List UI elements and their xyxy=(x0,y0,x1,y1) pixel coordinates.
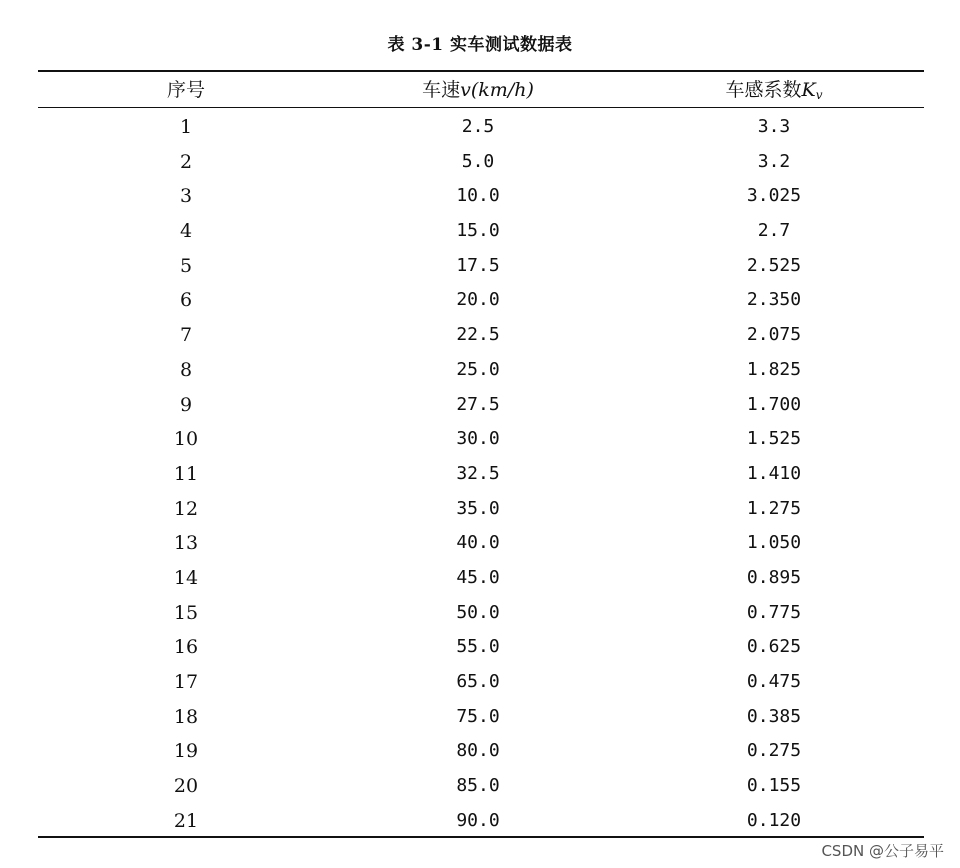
cell-coefficient: 1.525 xyxy=(746,428,802,450)
cell-coefficient: 2.075 xyxy=(746,324,802,346)
table-row xyxy=(38,283,924,318)
cell-index: 16 xyxy=(173,636,199,659)
cell-coefficient: 2.525 xyxy=(746,254,802,276)
cell-speed: 22.5 xyxy=(456,324,500,346)
cell-index: 20 xyxy=(173,775,199,798)
cell-coefficient: 3.2 xyxy=(757,150,791,172)
table-row xyxy=(38,734,924,769)
table-row xyxy=(38,353,924,388)
cell-speed: 80.0 xyxy=(456,740,500,762)
cell-index: 19 xyxy=(173,740,199,763)
table-row xyxy=(38,561,924,596)
cell-speed: 27.5 xyxy=(456,393,500,415)
cell-speed: 30.0 xyxy=(456,428,500,450)
cell-coefficient: 1.825 xyxy=(746,358,802,380)
cell-index: 12 xyxy=(173,497,199,520)
table-row xyxy=(38,422,924,457)
cell-coefficient: 3.025 xyxy=(746,185,802,207)
table-row xyxy=(38,526,924,561)
cell-coefficient: 0.120 xyxy=(746,809,802,831)
cell-index: 8 xyxy=(179,358,193,381)
header-coefficient xyxy=(674,74,874,106)
cell-index: 13 xyxy=(173,532,199,555)
cell-speed: 50.0 xyxy=(456,601,500,623)
table-row xyxy=(38,630,924,665)
table-title: 表 3-1 实车测试数据表 xyxy=(387,35,573,55)
cell-coefficient: 1.050 xyxy=(746,532,802,554)
header-speed-math: v(km/h) xyxy=(460,79,534,101)
table-row xyxy=(38,249,924,284)
cell-speed: 32.5 xyxy=(456,462,500,484)
table-row xyxy=(38,318,924,353)
table-row xyxy=(38,596,924,631)
cell-coefficient: 0.895 xyxy=(746,566,802,588)
header-coefficient-sub: v xyxy=(815,88,823,102)
watermark: CSDN @公子易平 xyxy=(821,842,944,860)
cell-coefficient: 0.775 xyxy=(746,601,802,623)
cell-coefficient: 1.410 xyxy=(746,462,802,484)
cell-index: 11 xyxy=(173,462,199,485)
header-coefficient-label: 车感系数 xyxy=(725,79,802,101)
cell-speed: 40.0 xyxy=(456,532,500,554)
cell-coefficient: 2.7 xyxy=(757,220,791,242)
cell-speed: 15.0 xyxy=(456,220,500,242)
table-header-rule xyxy=(38,107,924,108)
cell-index: 6 xyxy=(179,289,193,312)
table-row xyxy=(38,700,924,735)
cell-speed: 90.0 xyxy=(456,809,500,831)
table-body xyxy=(38,110,924,838)
table-row xyxy=(38,145,924,180)
cell-index: 21 xyxy=(173,809,199,832)
cell-speed: 20.0 xyxy=(456,289,500,311)
cell-coefficient: 0.625 xyxy=(746,636,802,658)
cell-speed: 75.0 xyxy=(456,705,500,727)
cell-coefficient: 2.350 xyxy=(746,289,802,311)
table-bottom-rule xyxy=(38,836,924,838)
cell-index: 3 xyxy=(179,185,193,208)
cell-index: 2 xyxy=(179,150,193,173)
cell-speed: 85.0 xyxy=(456,775,500,797)
table-row xyxy=(38,665,924,700)
header-speed xyxy=(378,74,578,106)
cell-coefficient: 1.275 xyxy=(746,497,802,519)
cell-speed: 35.0 xyxy=(456,497,500,519)
table-row xyxy=(38,769,924,804)
cell-speed: 45.0 xyxy=(456,566,500,588)
header-speed-label: 车速 xyxy=(422,79,461,101)
cell-speed: 17.5 xyxy=(456,254,500,276)
table-row xyxy=(38,214,924,249)
cell-coefficient: 0.475 xyxy=(746,671,802,692)
table-row xyxy=(38,804,924,839)
table-row xyxy=(38,388,924,423)
cell-speed: 10.0 xyxy=(456,185,500,207)
cell-coefficient: 0.275 xyxy=(746,740,802,762)
cell-index: 17 xyxy=(173,671,199,693)
cell-coefficient: 3.3 xyxy=(757,116,791,137)
cell-speed: 65.0 xyxy=(456,671,500,692)
cell-coefficient: 0.385 xyxy=(746,705,802,727)
cell-coefficient: 0.155 xyxy=(746,775,802,797)
table-row xyxy=(38,179,924,214)
cell-speed: 55.0 xyxy=(456,636,500,658)
header-coefficient-var: K xyxy=(801,79,816,101)
cell-index: 4 xyxy=(179,220,193,243)
cell-coefficient: 1.700 xyxy=(746,393,802,415)
table-row xyxy=(38,457,924,492)
table-row xyxy=(38,110,924,145)
table-top-rule xyxy=(38,70,924,72)
table-header xyxy=(38,74,924,106)
cell-index: 9 xyxy=(179,393,193,416)
header-index: 序号 xyxy=(166,79,205,101)
cell-speed: 25.0 xyxy=(456,358,500,380)
cell-index: 7 xyxy=(179,324,193,347)
cell-index: 1 xyxy=(179,116,193,138)
cell-index: 5 xyxy=(179,254,193,277)
table-row xyxy=(38,492,924,527)
cell-speed: 2.5 xyxy=(461,116,495,137)
cell-index: 18 xyxy=(173,705,199,728)
cell-index: 10 xyxy=(173,428,199,451)
cell-speed: 5.0 xyxy=(461,150,495,172)
cell-index: 14 xyxy=(173,566,199,589)
cell-index: 15 xyxy=(173,601,199,624)
